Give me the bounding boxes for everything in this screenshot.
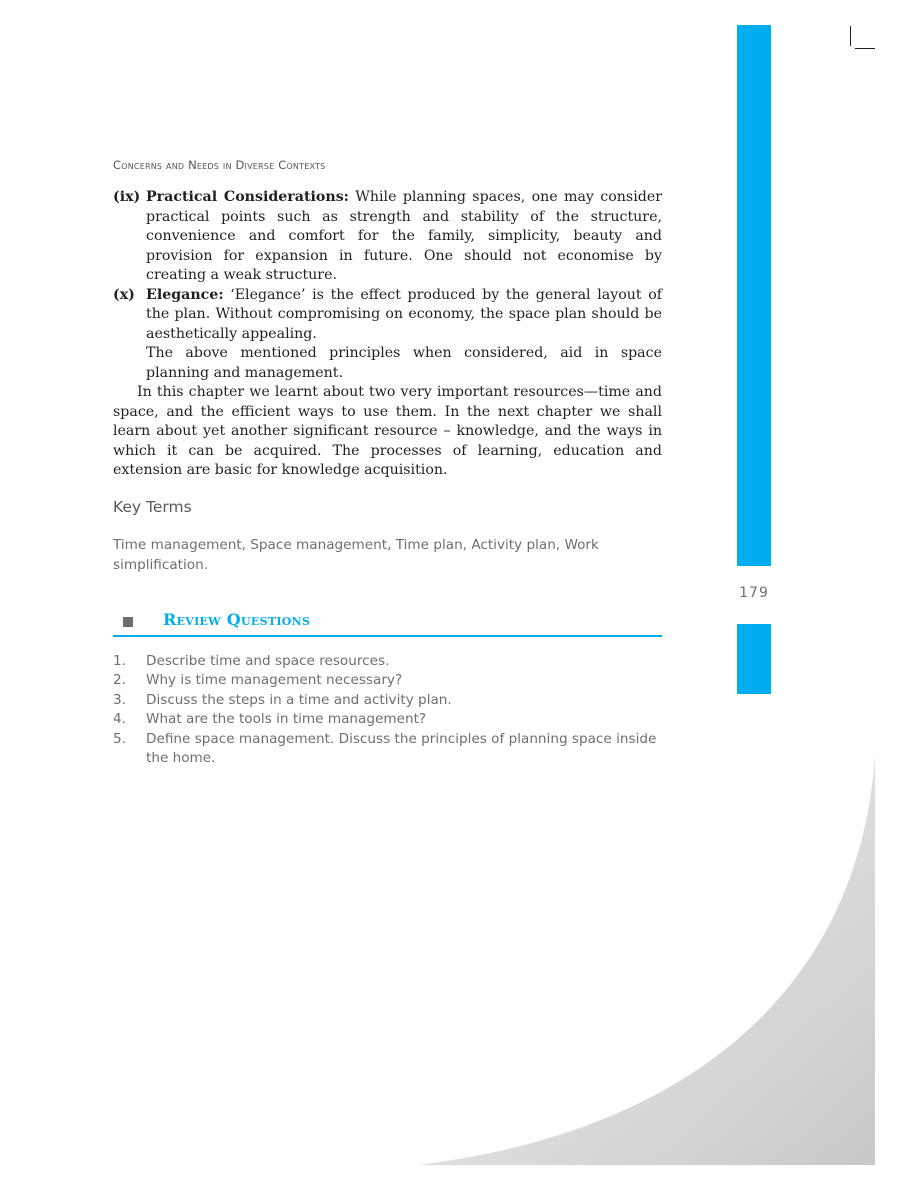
question-text: Why is time management necessary?	[146, 672, 403, 689]
items-summary: The above mentioned principles when considered, aid in space planning and management.	[146, 345, 662, 381]
item-number: (x)	[113, 286, 135, 303]
review-questions-list	[113, 652, 662, 768]
question-number: 3.	[113, 691, 126, 708]
list-item	[113, 652, 662, 671]
question-text: What are the tools in time management?	[146, 711, 427, 728]
question-text: Describe time and space resources.	[146, 653, 390, 669]
running-head: Concerns and Needs in Diverse Contexts	[113, 158, 326, 172]
item-number: (ix)	[113, 189, 141, 205]
question-text: Define space management. Discuss the principles of planning space inside the home.	[146, 730, 657, 767]
key-terms-text: Time management, Space management, Time plan, Activity plan, Work simplification.	[113, 537, 599, 573]
review-questions-rule	[113, 635, 662, 637]
item-text: ‘Elegance’ is the effect produced by the general layout of the plan. Without compromising on economy, the space plan should be aesthetically appealing.	[146, 286, 662, 342]
main-content	[113, 188, 662, 481]
item-heading: Practical Considerations:	[146, 189, 349, 205]
question-number: 2.	[113, 672, 126, 689]
item-heading: Elegance:	[146, 286, 224, 303]
list-item-ix	[113, 188, 662, 286]
side-accent-bar-bottom	[737, 624, 771, 694]
list-item	[113, 710, 662, 729]
square-bullet-icon	[123, 617, 133, 627]
list-item	[113, 671, 662, 690]
list-item	[113, 691, 662, 710]
list-item-x	[113, 286, 662, 345]
key-terms-title: Key Terms	[113, 498, 192, 516]
item-text: While planning spaces, one may consider practical points such as strength and stability of the structure, convenience and comfort for the family, simplicity, beauty and provision for expansion in future. One should not economise by creating a weak structure.	[146, 189, 662, 283]
question-number: 4.	[113, 711, 126, 728]
list-item	[113, 730, 662, 769]
question-number: 5.	[113, 730, 126, 747]
review-questions-title: Review Questions	[163, 610, 311, 629]
question-number: 1.	[113, 653, 126, 669]
question-text: Discuss the steps in a time and activity plan.	[146, 691, 452, 708]
chapter-summary-paragraph: In this chapter we learnt about two very important resources—time and space, and the efficient ways to use them. In the next chapter we shall learn about yet another significant resource – knowledge, and the ways in which it can be acquired. The processes of learning, education and extension are basic for knowledge acquisition.	[113, 384, 662, 478]
side-accent-bar-top	[737, 25, 771, 566]
page-number: 179	[739, 585, 769, 601]
